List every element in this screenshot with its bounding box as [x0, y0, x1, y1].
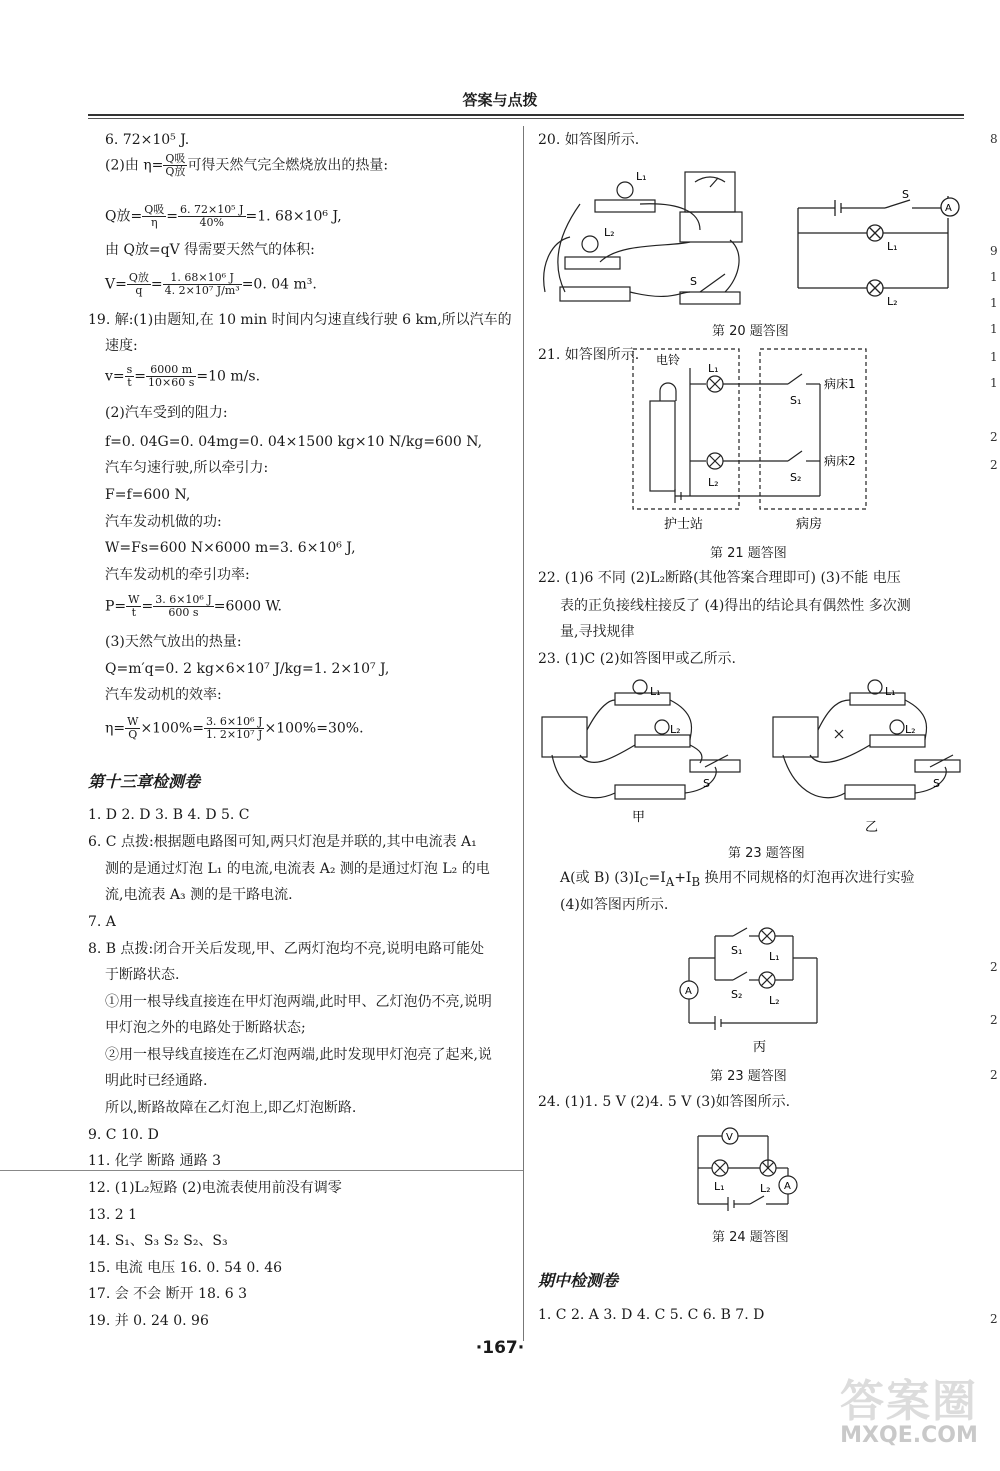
answer-line: 甲灯泡之外的电路处于断路状态; — [105, 1020, 306, 1036]
answer-line: 20. 如答图所示. — [538, 132, 640, 148]
answer-line: 14. S₁、S₃ S₂ S₂、S₃ — [88, 1233, 228, 1249]
q23bing-label-l2: L₂ — [769, 994, 780, 1007]
q23bing-label-s1: S₁ — [731, 944, 743, 957]
q20s-label-a: A — [945, 203, 952, 214]
answer-line: (2)由 η= $\frac{\text{Q吸}}{\text{Q放}}$ 可得天然气完全燃烧放出的热量: — [105, 152, 389, 178]
q21-circuit-diagram — [630, 346, 880, 536]
answer-line: 量,寻找规律 — [560, 624, 635, 640]
q23yi-label-s: S — [933, 777, 940, 790]
q21-label-s2: S₂ — [790, 471, 802, 484]
answer-line: 汽车发动机做的功: — [105, 514, 222, 530]
answer-line: 汽车发动机的牵引功率: — [105, 567, 250, 583]
answer-line: A(或 B) $(3)I_C=I_A+I_B$ 换用不同规格的灯泡再次进行实验 — [560, 870, 915, 889]
q24-label-a: A — [784, 1181, 791, 1192]
answer-line: 表的正负接线柱接反了 (4)得出的结论具有偶然性 多次测 — [560, 598, 911, 614]
q23-diagram-yi — [755, 675, 960, 835]
scan-fold-line — [0, 1170, 523, 1171]
page-number: ·167· — [475, 1338, 525, 1358]
answer-line: 19. 并 0. 24 0. 96 — [88, 1313, 209, 1329]
edge-number: 1 — [990, 322, 998, 336]
answer-line: 流,电流表 A₃ 测的是干路电流. — [105, 887, 293, 903]
answer-line: (4)如答图丙所示. — [560, 897, 669, 913]
edge-number: 2 — [990, 458, 998, 472]
answer-line: 7. A — [88, 914, 116, 930]
q20-physical-circuit-diagram — [540, 152, 750, 320]
q21-label-l2: L₂ — [708, 476, 719, 489]
q20s-label-l1: L₁ — [887, 240, 898, 253]
answer-line: F=f=600 N, — [105, 487, 191, 503]
caption-q21: 第 21 题答图 — [710, 546, 787, 561]
q23-diagram-jia — [540, 675, 740, 825]
page-header-title: 答案与点拨 — [462, 91, 538, 109]
q20-label-l2: L₂ — [604, 226, 615, 239]
answer-line: (3)天然气放出的热量: — [105, 634, 242, 650]
q21-label-bed1: 病床1 — [824, 377, 856, 391]
q23jia-label-s: S — [703, 777, 710, 790]
answer-line: 由 Q放=qV 得需要天然气的体积: — [105, 242, 315, 258]
q20s-label-l2: L₂ — [887, 295, 898, 308]
answer-line: 6. 72×10⁵ J. — [105, 132, 190, 148]
q23bing-label-s2: S₂ — [731, 988, 743, 1001]
answer-line: Q=m′q=0. 2 kg×6×10⁷ J/kg=1. 2×10⁷ J, — [105, 661, 390, 677]
equation-line: V= $\frac{\text{Q放}}{q}$ = $\frac{\text{1. 68×10⁶ J}}{\text{4. 2×10⁷ J/m³}}$ =0. 04 m³. — [105, 271, 317, 297]
q23jia-label-l1: L₁ — [650, 685, 661, 698]
equation-line: v= $\frac{s}{t}$ = $\frac{6000 m}{10\times 60 s}$ =10 m/s. — [105, 363, 261, 389]
caption-q23-a: 第 23 题答图 — [728, 846, 805, 861]
q24-circuit-diagram — [690, 1118, 805, 1218]
q23yi-label-l2: L₂ — [905, 723, 916, 736]
q23bing-label-a: A — [685, 986, 692, 997]
answer-line: 22. (1)6 不同 (2)L₂断路(其他答案合理即可) (3)不能 电压 — [538, 570, 901, 586]
q23jia-label-l2: L₂ — [670, 723, 681, 736]
q23yi-label-l1: L₁ — [885, 685, 896, 698]
answer-line: 13. 2 1 — [88, 1207, 137, 1223]
answer-line: 12. (1)L₂短路 (2)电流表使用前没有调零 — [88, 1180, 342, 1196]
answer-line: 19. 解:(1)由题知,在 10 min 时间内匀速直线行驶 6 km,所以汽车的 — [88, 312, 512, 328]
header-rule — [88, 114, 964, 116]
edge-number: 1 — [990, 270, 998, 284]
caption-q24: 第 24 题答图 — [712, 1230, 789, 1245]
answer-line: 21. 如答图所示. — [538, 347, 640, 363]
q20s-label-s: S — [902, 188, 909, 201]
q21-label-bed2: 病床2 — [824, 454, 856, 468]
answer-line: f=0. 04G=0. 04mg=0. 04×1500 kg×10 N/kg=600 N, — [105, 434, 483, 450]
column-divider — [523, 126, 524, 1341]
edge-number: 2 — [990, 1068, 998, 1082]
caption-q20: 第 20 题答图 — [712, 324, 789, 339]
edge-number: 1 — [990, 350, 998, 364]
q20-label-l1: L₁ — [636, 170, 647, 183]
edge-number: 2 — [990, 430, 998, 444]
edge-number: 2 — [990, 1312, 998, 1326]
q23-label-yi: 乙 — [865, 820, 879, 835]
equation-line: Q放= $\frac{\text{Q吸}}{\eta}$ = $\frac{\text{6. 72×10⁵ J}}{40\%}$ =1. 68×10⁶ J, — [105, 203, 342, 229]
answer-line: 6. C 点拨:根据题电路图可知,两只灯泡是并联的,其中电流表 A₁ — [88, 834, 477, 850]
q23bing-label-l1: L₁ — [769, 950, 780, 963]
edge-number: 2 — [990, 960, 998, 974]
caption-q23-b: 第 23 题答图 — [710, 1069, 787, 1084]
q21-label-nurse-station: 护士站 — [664, 517, 704, 532]
watermark-site-text: MXQE.COM — [840, 1423, 978, 1448]
answer-line: 1. C 2. A 3. D 4. C 5. C 6. B 7. D — [538, 1307, 765, 1323]
q24-label-l2: L₂ — [760, 1182, 771, 1195]
edge-number: 9 — [990, 244, 998, 258]
answer-line: 15. 电流 电压 16. 0. 54 0. 46 — [88, 1260, 283, 1276]
q23-label-bing: 丙 — [753, 1040, 767, 1055]
edge-number: 1 — [990, 296, 998, 310]
answer-line: 汽车发动机的效率: — [105, 687, 222, 703]
equation-line: P= $\frac{W}{t}$ = $\frac{\text{3. 6×10⁶ J}}{600 s}$ =6000 W. — [105, 593, 282, 619]
answer-line: 测的是通过灯泡 L₁ 的电流,电流表 A₂ 测的是通过灯泡 L₂ 的电 — [105, 861, 490, 877]
answer-line: 23. (1)C (2)如答图甲或乙所示. — [538, 651, 736, 667]
answer-line: 明此时已经通路. — [105, 1073, 208, 1089]
answer-line: 11. 化学 断路 通路 3 — [88, 1153, 221, 1169]
answer-line: 1. D 2. D 3. B 4. D 5. C — [88, 807, 250, 823]
answer-line: 8. B 点拨:闭合开关后发现,甲、乙两灯泡均不亮,说明电路可能处 — [88, 941, 485, 957]
equation-line: η= $\frac{W}{Q}$ ×100%= $\frac{\text{3. 6×10⁶ J}}{\text{1. 2×10⁷ J}}$ ×100%=30%. — [105, 715, 364, 741]
answer-line: W=Fs=600 N×6000 m=3. 6×10⁶ J, — [105, 540, 356, 556]
answer-line: 24. (1)1. 5 V (2)4. 5 V (3)如答图所示. — [538, 1094, 791, 1110]
answer-line: 汽车匀速行驶,所以牵引力: — [105, 460, 269, 476]
q24-label-l1: L₁ — [714, 1180, 725, 1193]
answer-line: 17. 会 不会 断开 18. 6 3 — [88, 1286, 248, 1302]
q23-diagram-bing — [675, 918, 825, 1058]
answer-line: (2)汽车受到的阻力: — [105, 405, 228, 421]
answer-line: 于断路状态. — [105, 967, 180, 983]
answer-line: 所以,断路故障在乙灯泡上,即乙灯泡断路. — [105, 1100, 357, 1116]
q21-label-bell: 电铃 — [656, 353, 681, 367]
section-title-midterm: 期中检测卷 — [538, 1271, 619, 1290]
watermark-big-text: 答案圈 — [840, 1376, 978, 1427]
answer-line: ②用一根导线直接连在乙灯泡两端,此时发现甲灯泡亮了起来,说 — [105, 1047, 492, 1063]
answer-line: 速度: — [105, 338, 138, 354]
q21-label-s1: S₁ — [790, 394, 802, 407]
edge-number: 2 — [990, 1013, 998, 1027]
q20-label-s: S — [690, 275, 697, 288]
edge-number: 8 — [990, 132, 998, 146]
answer-line: 9. C 10. D — [88, 1127, 159, 1143]
answer-line: ①用一根导线直接连在甲灯泡两端,此时甲、乙灯泡仍不亮,说明 — [105, 994, 492, 1010]
section-title-chapter13: 第十三章检测卷 — [88, 772, 201, 791]
q20-schematic-diagram — [790, 188, 965, 306]
header-rule-thin — [88, 118, 964, 119]
edge-number: 1 — [990, 376, 998, 390]
q21-label-ward: 病房 — [796, 517, 823, 532]
q23-label-jia: 甲 — [632, 810, 646, 825]
q24-label-v: V — [726, 1132, 733, 1143]
q21-label-l1: L₁ — [708, 362, 719, 375]
watermark-logo — [824, 1365, 994, 1465]
